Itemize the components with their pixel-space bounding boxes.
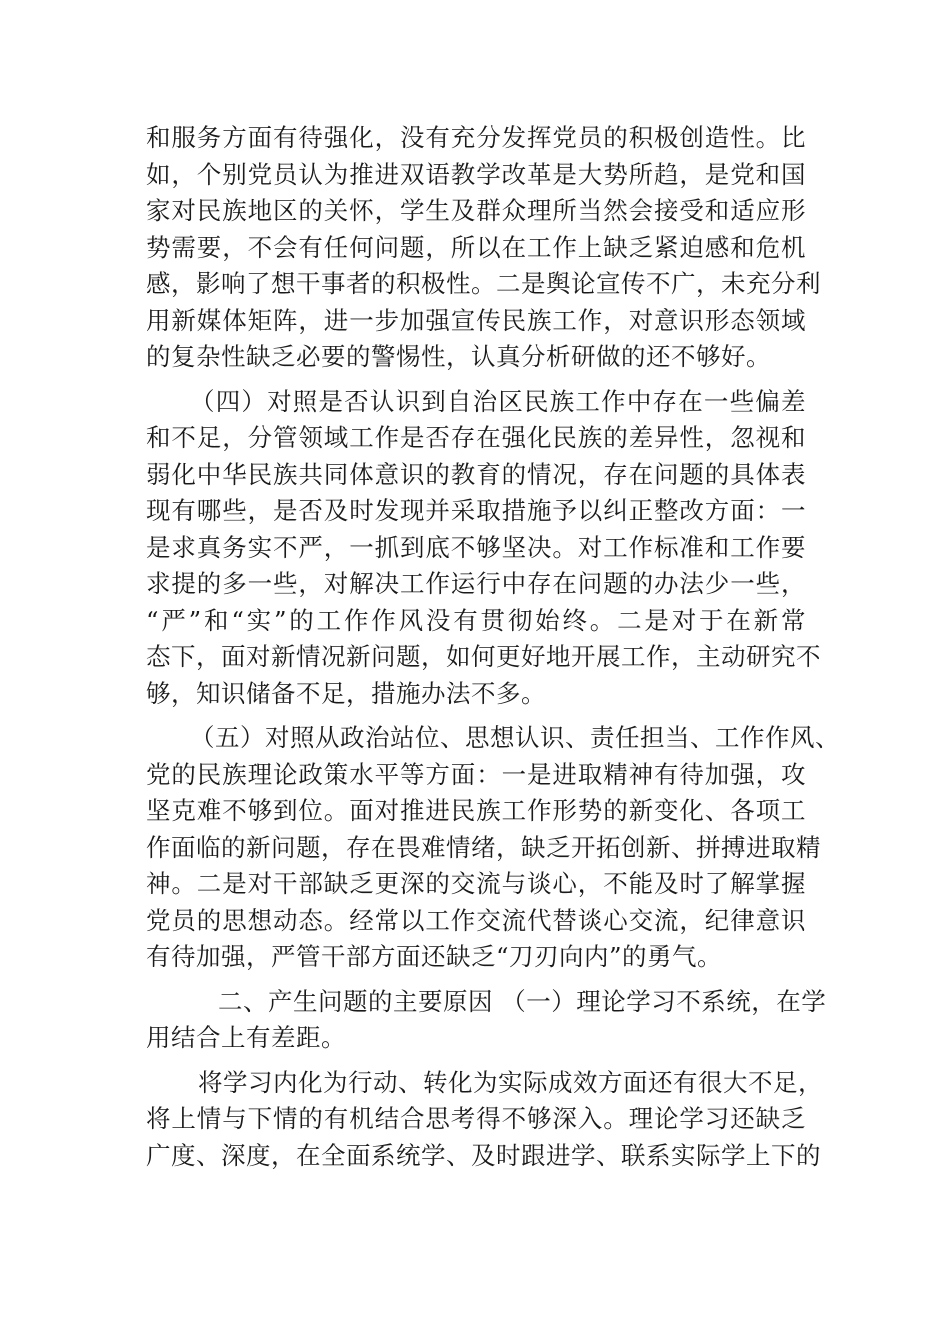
document-page xyxy=(146,120,840,1174)
text-line: 感，影响了想干事者的积极性。二是舆论宣传不广，未充分利 xyxy=(146,269,821,298)
text-line: 家对民族地区的关怀，学生及群众理所当然会接受和适应形 xyxy=(146,196,806,225)
paragraph-causes-body xyxy=(146,1065,823,1175)
text-line: 和服务方面有待强化，没有充分发挥党员的积极创造性。比 xyxy=(146,123,806,152)
text-line: 广度、深度，在全面系统学、及时跟进学、联系实际学上下的 xyxy=(146,1140,821,1170)
text-line: 和不足，分管领域工作是否存在强化民族的差异性，忽视和 xyxy=(146,423,806,452)
text-line: 势需要，不会有任何问题，所以在工作上缺乏紧迫感和危机 xyxy=(146,232,806,262)
text-line: 的复杂性缺乏必要的警惕性，认真分析研做的还不够好。 xyxy=(146,342,771,371)
paragraph-gap xyxy=(146,376,806,384)
text-line: 如，个别党员认为推进双语教学改革是大势所趋，是党和国 xyxy=(146,159,806,189)
section-heading-line: （五）对照从政治站位、思想认识、责任担当、工作作风、 xyxy=(190,723,840,752)
paragraph-1 xyxy=(146,120,821,376)
text-line: 弱化中华民族共同体意识的教育的情况，存在问题的具体表 xyxy=(146,459,806,489)
text-line: 坚克难不够到位。面对推进民族工作形势的新变化、各项工 xyxy=(146,796,806,825)
paragraph-gap xyxy=(146,1057,806,1065)
text-line: 党的民族理论政策水平等方面：一是进取精神有待加强，攻 xyxy=(146,759,806,789)
text-line: 将上情与下情的有机结合思考得不够深入。理论学习还缺乏 xyxy=(146,1104,806,1133)
chapter-heading-line: 二、产生问题的主要原因 （一）理论学习不系统，在学 xyxy=(218,986,827,1016)
paragraph-section-4 xyxy=(146,384,821,713)
text-line: “严”和“实”的工作作风没有贯彻始终。二是对于在新常 xyxy=(146,605,806,635)
paragraph-section-5 xyxy=(146,720,840,976)
text-line: 求提的多一些，对解决工作运行中存在问题的办法少一些， xyxy=(146,569,806,598)
paragraph-gap xyxy=(146,976,806,984)
text-line: 有待加强，严管干部方面还缺乏“刀刃向内”的勇气。 xyxy=(146,942,723,971)
text-line: 将学习内化为行动、转化为实际成效方面还有很大不足， xyxy=(198,1067,823,1097)
text-line: 神。二是对干部缺乏更深的交流与谈心，不能及时了解掌握 xyxy=(146,869,806,898)
text-line: 够，知识储备不足，措施办法不多。 xyxy=(146,678,546,708)
text-line: 是求真务实不严，一抓到底不够坚决。对工作标准和工作要 xyxy=(146,532,806,562)
text-line: 态下，面对新情况新问题，如何更好地开展工作，主动研究不 xyxy=(146,642,821,671)
text-line: 用新媒体矩阵，进一步加强宣传民族工作，对意识形态领域 xyxy=(146,305,806,335)
paragraph-causes-heading xyxy=(146,984,827,1057)
text-line: 党员的思想动态。经常以工作交流代替谈心交流，纪律意识 xyxy=(146,905,806,935)
text-line: 现有哪些，是否及时发现并采取措施予以纠正整改方面：一 xyxy=(146,496,806,525)
section-heading-line: （四）对照是否认识到自治区民族工作中存在一些偏差 xyxy=(190,386,806,416)
text-line: 用结合上有差距。 xyxy=(146,1023,346,1052)
paragraph-gap xyxy=(146,712,806,720)
text-line: 作面临的新问题，存在畏难情绪，缺乏开拓创新、拼搏进取精 xyxy=(146,832,821,862)
